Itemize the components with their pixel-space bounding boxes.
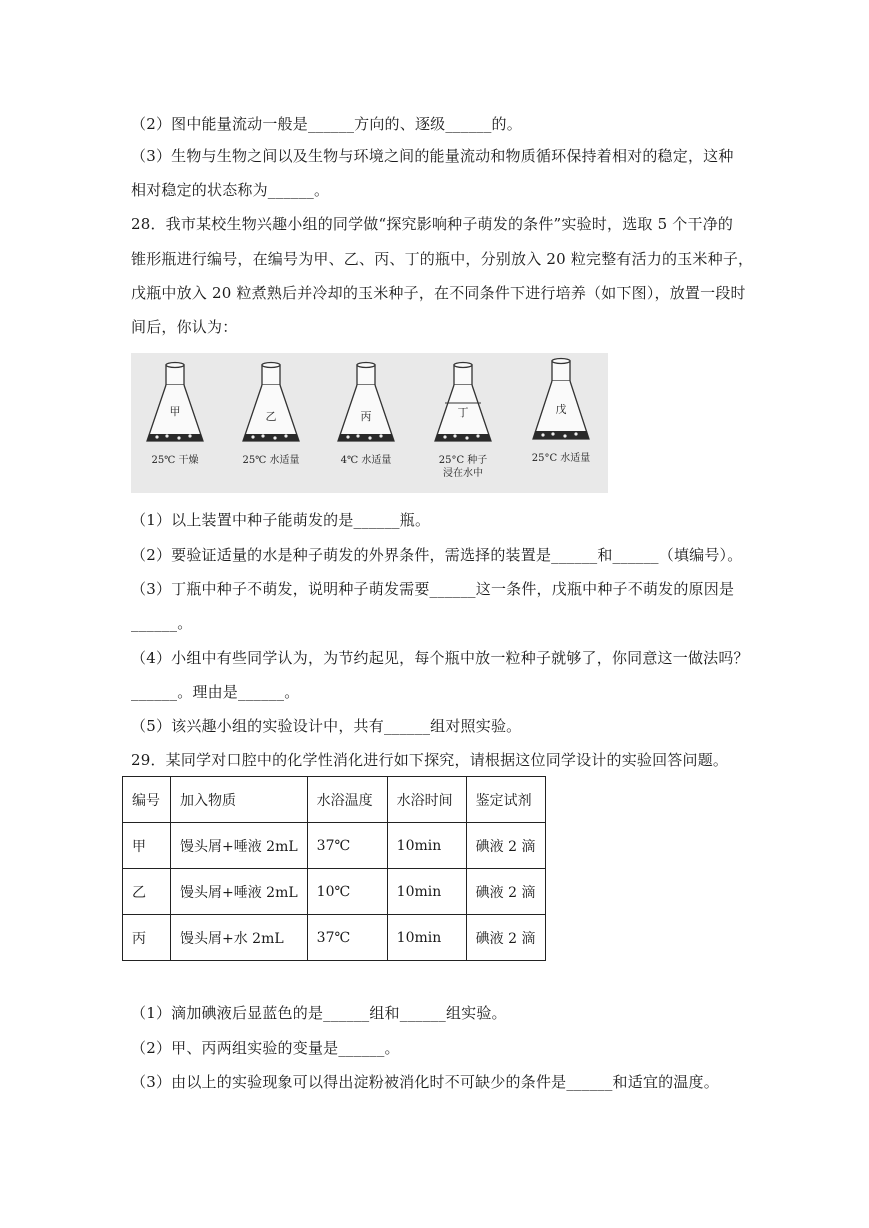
table-cell: 丙 <box>123 915 171 961</box>
flask-condition-2: 浸在水中 <box>443 468 483 479</box>
table-cell: 37℃ <box>307 915 387 961</box>
flask-experiment-figure <box>131 353 608 493</box>
q28-stem-line1: 28．我市某校生物兴趣小组的同学做“探究影响种子萌发的条件”实验时，选取 5 个干净的 <box>131 215 734 233</box>
table-header-row <box>123 777 546 823</box>
q28-part5: （5）该兴趣小组的实验设计中，共有______组对照实验。 <box>131 717 522 735</box>
table-cell: 馒头屑+唾液 2mL <box>171 823 308 869</box>
q28-part3-line1: （3）丁瓶中种子不萌发，说明种子萌发需要______这一条件，戊瓶中种子不萌发的原因是 <box>131 580 735 598</box>
q27-part2: （2）图中能量流动一般是______方向的、逐级______的。 <box>131 115 522 133</box>
flask-name: 甲 <box>169 405 181 418</box>
table-cell: 10min <box>387 869 466 915</box>
experiment-table <box>122 776 546 961</box>
q29-stem: 29．某同学对口腔中的化学性消化进行如下探究，请根据这位同学设计的实验回答问题。 <box>131 751 729 769</box>
q29-part2: （2）甲、丙两组实验的变量是______。 <box>131 1039 400 1057</box>
flask-jia <box>147 363 203 467</box>
flask-yi <box>242 363 299 467</box>
table-cell: 10℃ <box>307 869 387 915</box>
flask-ding <box>435 363 491 480</box>
table-row <box>123 915 546 961</box>
flask-condition: 25°C 水适量 <box>531 453 591 464</box>
q28-part4-line1: （4）小组中有些同学认为，为节约起见，每个瓶中放一粒种子就够了，你同意这一做法吗？ <box>131 649 749 667</box>
q29-part1: （1）滴加碘液后显蓝色的是______组和______组实验。 <box>131 1004 507 1022</box>
flask-condition: 25℃ 干燥 <box>151 455 199 466</box>
table-cell: 乙 <box>123 869 171 915</box>
table-cell: 碘液 2 滴 <box>466 869 545 915</box>
table-row <box>123 823 546 869</box>
table-cell: 37℃ <box>307 823 387 869</box>
q27-part3-line2: 相对稳定的状态称为______。 <box>131 181 330 199</box>
flask-name: 丁 <box>457 406 469 419</box>
table-header-cell: 加入物质 <box>171 777 308 823</box>
q28-stem-line3: 戊瓶中放入 20 粒煮熟后并冷却的玉米种子，在不同条件下进行培养（如下图），放置一段时 <box>131 284 746 302</box>
flask-condition: 25℃ 水适量 <box>242 455 300 466</box>
table-cell: 10min <box>387 823 466 869</box>
flask-name: 戊 <box>555 403 567 416</box>
table-cell: 馒头屑+唾液 2mL <box>171 869 308 915</box>
flask-bing <box>338 363 394 467</box>
q28-part1: （1）以上装置中种子能萌发的是______瓶。 <box>131 511 431 529</box>
q28-stem-line2: 锥形瓶进行编号，在编号为甲、乙、丙、丁的瓶中，分别放入 20 粒完整有活力的玉米种子， <box>131 250 754 268</box>
flask-condition: 4℃ 水适量 <box>340 455 392 466</box>
q28-part4-line2: ______。理由是______。 <box>131 683 300 701</box>
table-cell: 10min <box>387 915 466 961</box>
table-header-cell: 鉴定试剂 <box>466 777 545 823</box>
table-cell: 馒头屑+水 2mL <box>171 915 308 961</box>
table-cell: 碘液 2 滴 <box>466 823 545 869</box>
table-cell: 碘液 2 滴 <box>466 915 545 961</box>
q28-part3-line2: ______。 <box>131 614 193 632</box>
table-cell: 甲 <box>123 823 171 869</box>
table-header-cell: 水浴温度 <box>307 777 387 823</box>
table-header-cell: 编号 <box>123 777 171 823</box>
flask-name: 丙 <box>360 410 372 423</box>
table-header-cell: 水浴时间 <box>387 777 466 823</box>
q27-part3-line1: （3）生物与生物之间以及生物与环境之间的能量流动和物质循环保持着相对的稳定，这种 <box>131 147 734 165</box>
flask-condition: 25°C 种子 <box>438 455 488 466</box>
flask-name: 乙 <box>265 410 277 423</box>
q29-part3: （3）由以上的实验现象可以得出淀粉被消化时不可缺少的条件是______和适宜的温度。 <box>131 1073 719 1091</box>
table-row <box>123 869 546 915</box>
q28-part2: （2）要验证适量的水是种子萌发的外界条件，需选择的装置是______和______（填编号）。 <box>131 546 743 564</box>
flask-wu <box>532 359 591 465</box>
q28-stem-line4: 间后，你认为： <box>131 318 238 336</box>
